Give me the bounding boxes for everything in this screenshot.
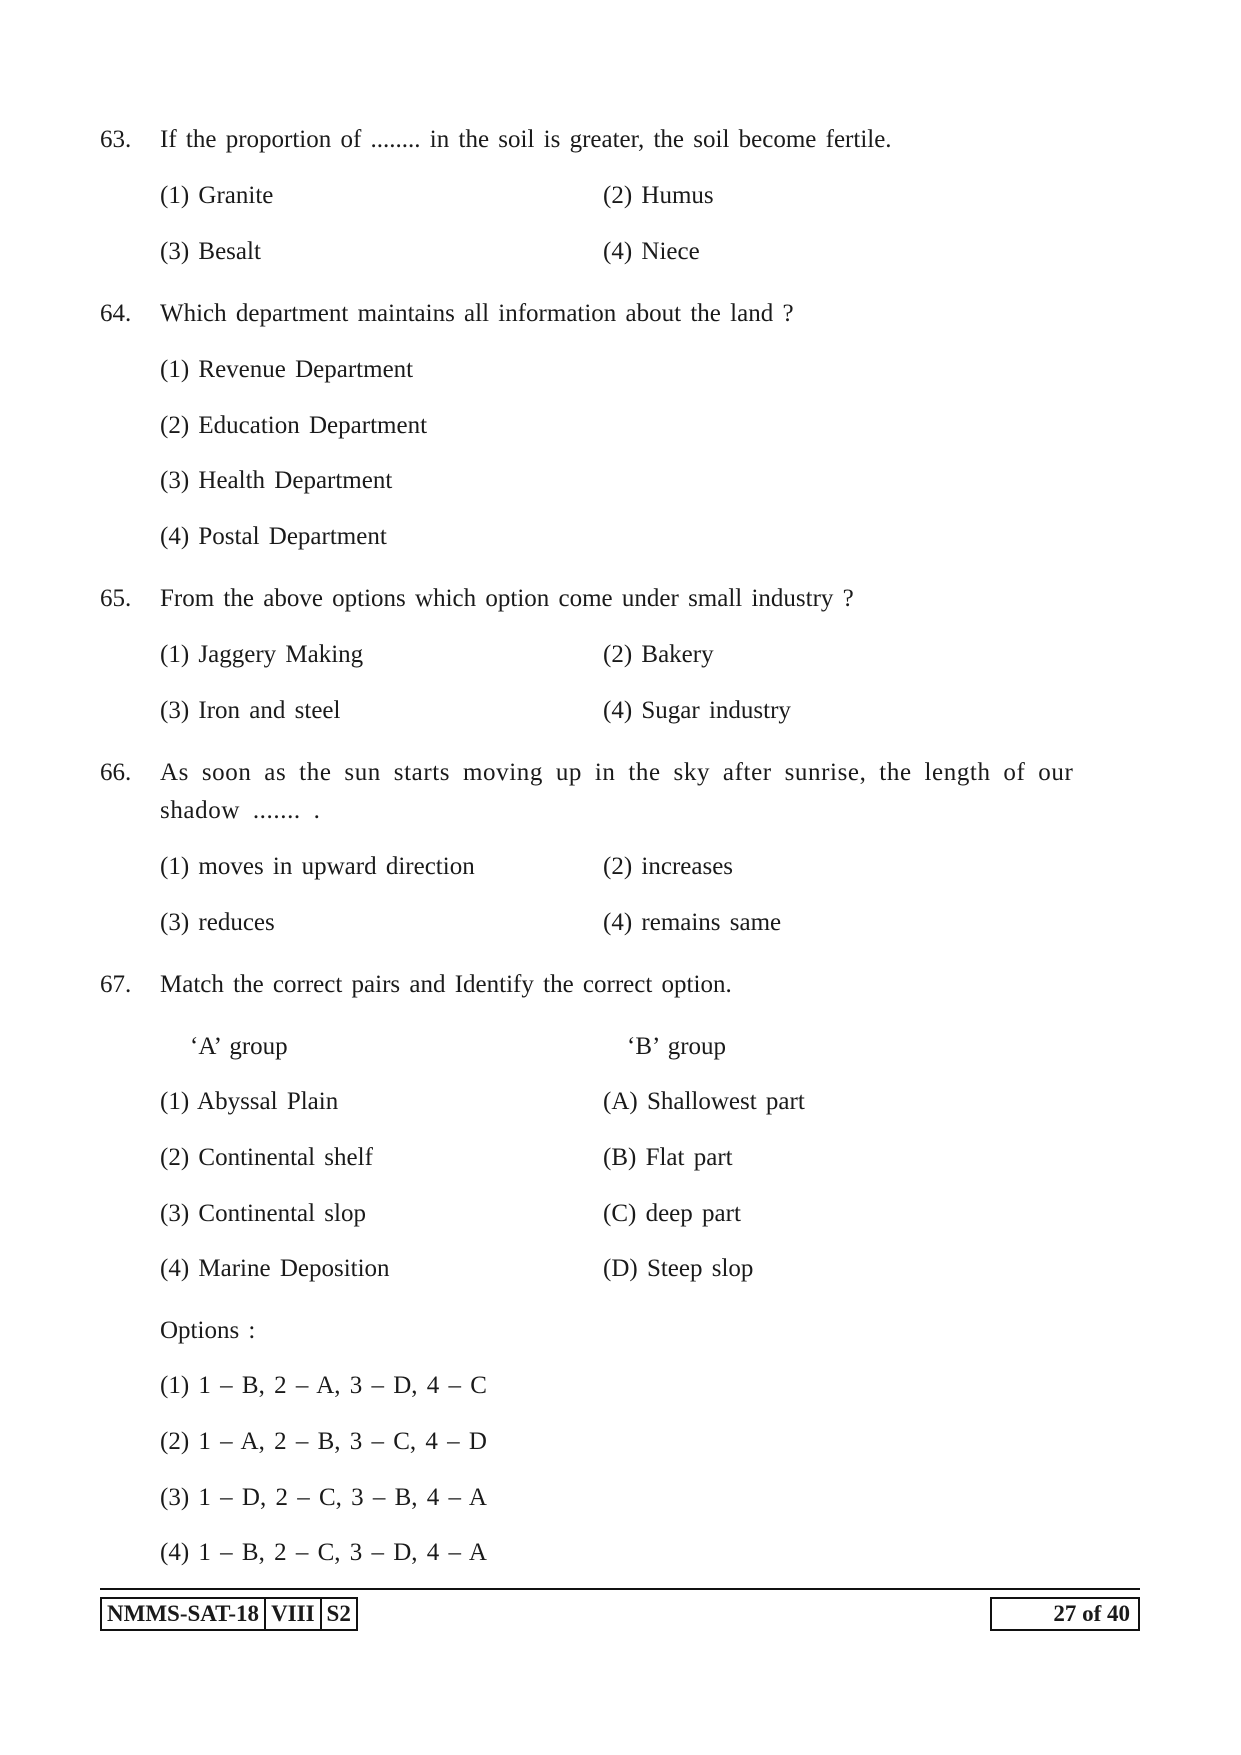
group-b-item: (D) Steep slop: [603, 1255, 754, 1282]
footer-code-box: [100, 1597, 358, 1631]
footer-standard: VIII: [266, 1599, 321, 1629]
option-item: (3) 1 – D, 2 – C, 3 – B, 4 – A: [160, 1484, 487, 1511]
option-item: (4) Niece: [603, 238, 700, 265]
question-number: 65.: [100, 585, 132, 612]
option-item: (3) Health Department: [160, 467, 393, 494]
question-text-line-2: shadow ....... .: [160, 797, 321, 824]
option-item: (2) increases: [603, 853, 734, 880]
question-number: 63.: [100, 126, 132, 153]
option-item: (3) reduces: [160, 909, 275, 936]
option-item: (1) Jaggery Making: [160, 641, 364, 668]
group-b-heading: ‘B’ group: [627, 1033, 727, 1060]
question-66: [100, 754, 1150, 830]
group-a-item: (2) Continental shelf: [160, 1144, 373, 1171]
question-text: Which department maintains all information about the land ?: [160, 300, 794, 327]
question-text: From the above options which option come under small industry ?: [160, 585, 854, 612]
option-item: (1) Granite: [160, 182, 274, 209]
question-67: [100, 966, 1150, 1004]
question-text: If the proportion of ........ in the soil is greater, the soil become fertile.: [160, 126, 892, 153]
footer-exam-code: NMMS-SAT-18: [102, 1599, 266, 1629]
group-b-item: (C) deep part: [603, 1200, 741, 1227]
option-item: (3) Iron and steel: [160, 697, 341, 724]
group-a-item: (4) Marine Deposition: [160, 1255, 390, 1282]
footer-set: S2: [326, 1601, 351, 1626]
question-number: 66.: [100, 759, 132, 786]
group-a-item: (3) Continental slop: [160, 1200, 366, 1227]
option-item: (2) Humus: [603, 182, 714, 209]
question-64: [100, 295, 1150, 333]
option-item: (1) moves in upward direction: [160, 853, 475, 880]
group-a-heading: ‘A’ group: [190, 1033, 288, 1060]
group-b-item: (B) Flat part: [603, 1144, 733, 1171]
option-item: (2) 1 – A, 2 – B, 3 – C, 4 – D: [160, 1428, 487, 1455]
footer-page-number: 27 of 40: [990, 1597, 1140, 1631]
group-b-item: (A) Shallowest part: [603, 1088, 805, 1115]
question-text: Match the correct pairs and Identify the correct option.: [160, 971, 732, 998]
option-item: (4) 1 – B, 2 – C, 3 – D, 4 – A: [160, 1539, 487, 1566]
question-number: 67.: [100, 971, 132, 998]
options-label: Options :: [160, 1317, 256, 1344]
option-item: (4) Postal Department: [160, 523, 387, 550]
option-item: (1) Revenue Department: [160, 356, 414, 383]
option-item: (4) Sugar industry: [603, 697, 791, 724]
option-item: (2) Bakery: [603, 641, 714, 668]
question-63: [100, 121, 1150, 159]
question-65: [100, 580, 1150, 618]
option-item: (4) remains same: [603, 909, 782, 936]
footer-divider: [100, 1588, 1140, 1590]
question-text-line-1: As soon as the sun starts moving up in the sky after sunrise, the length of our: [160, 759, 1074, 786]
option-item: (2) Education Department: [160, 412, 428, 439]
option-item: (3) Besalt: [160, 238, 261, 265]
group-a-item: (1) Abyssal Plain: [160, 1088, 339, 1115]
option-item: (1) 1 – B, 2 – A, 3 – D, 4 – C: [160, 1372, 487, 1399]
question-number: 64.: [100, 300, 132, 327]
